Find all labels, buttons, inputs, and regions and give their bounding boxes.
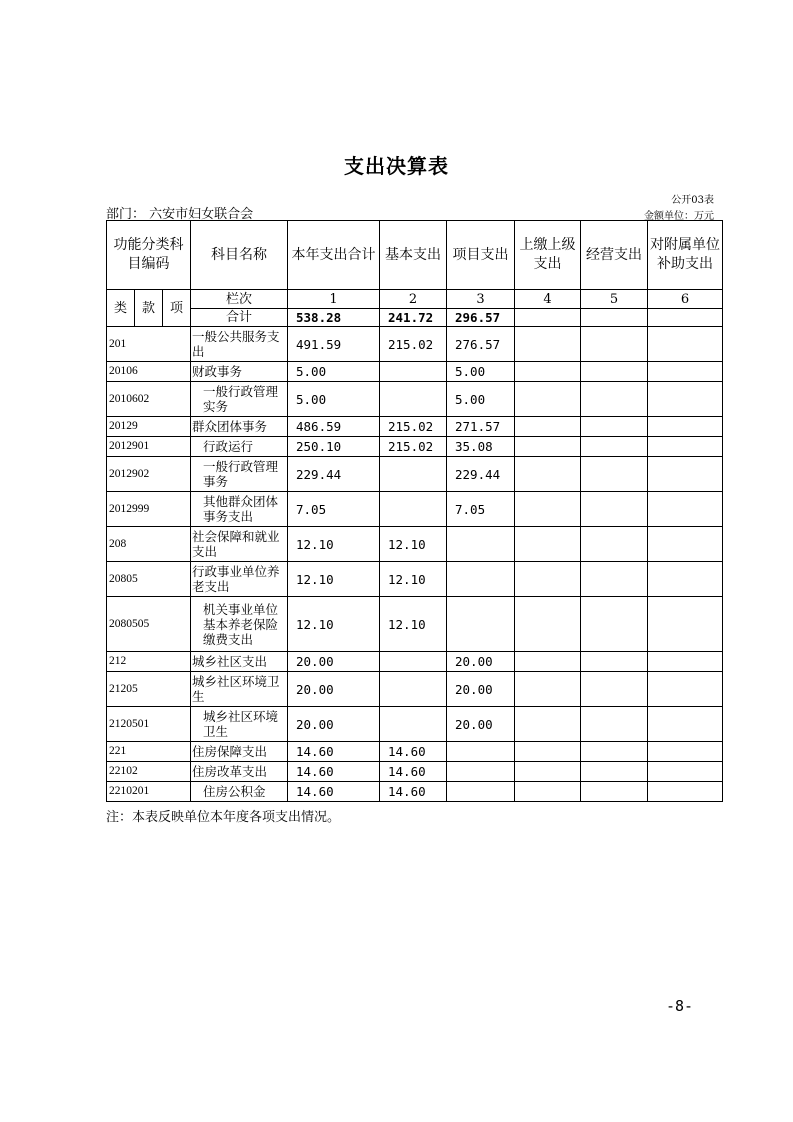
row-name: 群众团体事务 [191,417,288,437]
row-business [581,527,648,562]
row-business [581,327,648,362]
row-project [447,562,515,597]
row-name: 社会保障和就业支出 [191,527,288,562]
row-subsidiary [648,762,723,782]
row-total: 14.60 [288,782,380,802]
row-subsidiary [648,707,723,742]
row-upper [515,562,581,597]
col-index-5: 5 [581,290,648,309]
row-subsidiary [648,382,723,417]
table-row [107,492,723,527]
row-upper [515,782,581,802]
row-upper [515,652,581,672]
row-name: 财政事务 [191,362,288,382]
row-name: 一般公共服务支出 [191,327,288,362]
row-upper [515,457,581,492]
row-subsidiary [648,457,723,492]
footnote: 注：本表反映单位本年度各项支出情况。 [106,810,341,825]
row-name: 其他群众团体事务支出 [191,492,288,527]
row-project [447,597,515,652]
row-total: 491.59 [288,327,380,362]
row-basic: 12.10 [380,562,447,597]
table-row [107,327,723,362]
row-total: 5.00 [288,362,380,382]
row-subsidiary [648,417,723,437]
header-kuan: 款 [135,290,163,327]
row-basic: 14.60 [380,762,447,782]
totals-label: 合计 [191,309,288,327]
row-upper [515,527,581,562]
row-business [581,562,648,597]
row-project: 35.08 [447,437,515,457]
row-name: 住房保障支出 [191,742,288,762]
table-row [107,527,723,562]
amount-unit: 金额单位：万元 [644,211,714,222]
header-basic: 基本支出 [380,221,447,290]
row-project [447,527,515,562]
row-code: 20805 [107,562,191,597]
row-basic [380,382,447,417]
row-upper [515,437,581,457]
page-number: -8- [666,997,694,1015]
totals-basic: 241.72 [380,309,447,327]
row-code: 22102 [107,762,191,782]
row-subsidiary [648,527,723,562]
row-upper [515,492,581,527]
row-business [581,742,648,762]
table-row [107,562,723,597]
row-business [581,382,648,417]
col-index-2: 2 [380,290,447,309]
row-basic [380,672,447,707]
row-code: 20106 [107,362,191,382]
header-lanci: 栏次 [191,290,288,309]
department-label: 部门： 六安市妇女联合会 [106,207,254,222]
row-upper [515,597,581,652]
row-subsidiary [648,742,723,762]
row-code: 21205 [107,672,191,707]
table-row [107,417,723,437]
row-code: 2012901 [107,437,191,457]
header-row [107,221,723,290]
row-project [447,782,515,802]
row-name: 机关事业单位基本养老保险缴费支出 [191,597,288,652]
row-basic: 215.02 [380,327,447,362]
col-index-3: 3 [447,290,515,309]
row-basic: 14.60 [380,782,447,802]
row-basic: 215.02 [380,437,447,457]
row-name: 一般行政管理事务 [191,457,288,492]
col-index-4: 4 [515,290,581,309]
row-name: 住房改革支出 [191,762,288,782]
row-upper [515,742,581,762]
row-total: 486.59 [288,417,380,437]
totals-total: 538.28 [288,309,380,327]
totals-project: 296.57 [447,309,515,327]
row-upper [515,327,581,362]
row-code: 2120501 [107,707,191,742]
row-code: 20129 [107,417,191,437]
row-basic [380,492,447,527]
table-row [107,707,723,742]
totals-row [107,309,723,327]
row-project: 20.00 [447,672,515,707]
row-project: 5.00 [447,382,515,417]
row-project: 20.00 [447,652,515,672]
row-basic [380,457,447,492]
table-row [107,782,723,802]
row-code: 2210201 [107,782,191,802]
row-total: 12.10 [288,527,380,562]
row-business [581,457,648,492]
row-subsidiary [648,652,723,672]
row-name: 一般行政管理实务 [191,382,288,417]
table-row [107,597,723,652]
row-subsidiary [648,672,723,707]
table-row [107,742,723,762]
row-total: 250.10 [288,437,380,457]
row-total: 14.60 [288,742,380,762]
row-total: 20.00 [288,672,380,707]
row-name: 城乡社区环境卫生 [191,707,288,742]
row-code: 212 [107,652,191,672]
row-upper [515,707,581,742]
row-basic [380,362,447,382]
row-total: 20.00 [288,652,380,672]
header-lei: 类 [107,290,135,327]
row-business [581,597,648,652]
row-total: 12.10 [288,562,380,597]
row-upper [515,672,581,707]
row-subsidiary [648,327,723,362]
row-name: 住房公积金 [191,782,288,802]
col-index-6: 6 [648,290,723,309]
row-business [581,652,648,672]
header-xiang: 项 [163,290,191,327]
header-upper: 上缴上级支出 [515,221,581,290]
row-code: 2012902 [107,457,191,492]
table-row [107,652,723,672]
row-project [447,742,515,762]
row-name: 行政事业单位养老支出 [191,562,288,597]
row-total: 14.60 [288,762,380,782]
expenditure-table [106,220,723,802]
row-code: 201 [107,327,191,362]
row-code: 2012999 [107,492,191,527]
row-project: 7.05 [447,492,515,527]
header-business: 经营支出 [581,221,648,290]
header-code-group: 功能分类科目编码 [107,221,191,290]
row-total: 12.10 [288,597,380,652]
table-row [107,762,723,782]
row-total: 7.05 [288,492,380,527]
table-row [107,457,723,492]
row-upper [515,382,581,417]
row-code: 208 [107,527,191,562]
row-code: 221 [107,742,191,762]
row-total: 20.00 [288,707,380,742]
row-upper [515,362,581,382]
row-business [581,417,648,437]
form-number: 公开03表 [671,195,714,206]
row-business [581,362,648,382]
row-basic [380,652,447,672]
row-basic [380,707,447,742]
row-name: 行政运行 [191,437,288,457]
row-total: 5.00 [288,382,380,417]
row-subsidiary [648,362,723,382]
row-subsidiary [648,437,723,457]
row-project: 20.00 [447,707,515,742]
row-project [447,762,515,782]
table-row [107,672,723,707]
header-name: 科目名称 [191,221,288,290]
col-index-1: 1 [288,290,380,309]
row-subsidiary [648,562,723,597]
table-row [107,437,723,457]
row-total: 229.44 [288,457,380,492]
row-upper [515,762,581,782]
row-business [581,782,648,802]
header-total: 本年支出合计 [288,221,380,290]
row-project: 271.57 [447,417,515,437]
row-business [581,437,648,457]
page-title: 支出决算表 [344,154,449,178]
row-subsidiary [648,782,723,802]
row-business [581,707,648,742]
row-business [581,672,648,707]
row-subsidiary [648,597,723,652]
row-project: 276.57 [447,327,515,362]
row-name: 城乡社区支出 [191,652,288,672]
row-basic: 12.10 [380,597,447,652]
row-business [581,762,648,782]
row-subsidiary [648,492,723,527]
column-index-row [107,290,723,309]
row-project: 5.00 [447,362,515,382]
row-basic: 12.10 [380,527,447,562]
row-upper [515,417,581,437]
table-row [107,382,723,417]
row-project: 229.44 [447,457,515,492]
row-basic: 215.02 [380,417,447,437]
row-name: 城乡社区环境卫生 [191,672,288,707]
row-code: 2080505 [107,597,191,652]
row-code: 2010602 [107,382,191,417]
header-subsidiary: 对附属单位补助支出 [648,221,723,290]
row-basic: 14.60 [380,742,447,762]
header-project: 项目支出 [447,221,515,290]
row-business [581,492,648,527]
table-row [107,362,723,382]
